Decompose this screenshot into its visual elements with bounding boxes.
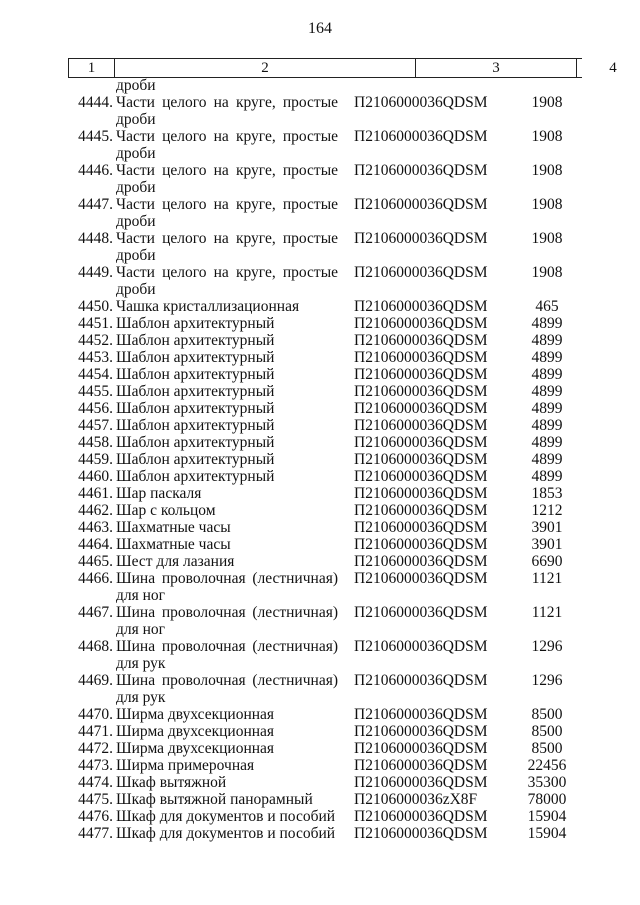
row-price: 1908 [531, 94, 563, 111]
row-code: П21060000З6zX8F [354, 791, 478, 808]
row-number: 4453. [78, 349, 113, 366]
row-price: 3901 [531, 536, 563, 553]
column-header-2: 2 [114, 59, 415, 77]
row-price: 3901 [531, 519, 563, 536]
row-name: Части целого на круге, простые [116, 230, 338, 247]
table-row [0, 94, 640, 128]
row-code: П2106000036QDSM [354, 468, 488, 485]
row-code: П2106000036QDSM [354, 332, 488, 349]
row-price: 78000 [527, 791, 567, 808]
row-code: П2106000036QDSM [354, 570, 488, 587]
table-row [0, 434, 640, 451]
row-price: 1908 [531, 128, 563, 145]
row-name: Шаблон архитектурный [116, 400, 275, 417]
table-row [0, 468, 640, 485]
row-price: 8500 [531, 740, 563, 757]
row-name: Шина проволочная (лестничная) [116, 604, 338, 621]
table-row [0, 502, 640, 519]
row-number: 4470. [78, 706, 113, 723]
table-row [0, 128, 640, 162]
table-row [0, 264, 640, 298]
row-code: П2106000036QDSM [354, 485, 488, 502]
row-code: П2106000036QDSM [354, 298, 488, 315]
row-number: 4463. [78, 519, 113, 536]
row-number: 4455. [78, 383, 113, 400]
row-code: П2106000036QDSM [354, 196, 488, 213]
row-price: 4899 [531, 315, 563, 332]
row-number: 4451. [78, 315, 113, 332]
row-code: П2106000036QDSM [354, 400, 488, 417]
table-row [0, 366, 640, 383]
column-header-3: 3 [415, 59, 576, 77]
row-price: 4899 [531, 400, 563, 417]
row-number: 4449. [78, 264, 113, 281]
row-name: Шахматные часы [116, 519, 231, 536]
row-price: 1853 [531, 485, 563, 502]
row-name: Шар паскаля [116, 485, 202, 502]
table-row [0, 791, 640, 808]
row-name: Шаблон архитектурный [116, 417, 275, 434]
row-code: П2106000036QDSM [354, 349, 488, 366]
row-name: Шкаф для документов и пособий [116, 808, 336, 825]
row-code: П2106000036QDSM [354, 672, 488, 689]
row-code: П2106000036QDSM [354, 553, 488, 570]
page-number: 164 [308, 20, 332, 37]
row-code: П2106000036QDSM [354, 519, 488, 536]
row-number: 4456. [78, 400, 113, 417]
table-body [0, 77, 640, 842]
row-number: 4446. [78, 162, 113, 179]
row-name: Шар с кольцом [116, 502, 216, 519]
row-price: 6690 [531, 553, 563, 570]
row-code: П2106000036QDSM [354, 825, 488, 842]
row-name: Чашка кристаллизационная [116, 298, 300, 315]
row-number: 4462. [78, 502, 113, 519]
table-row [0, 519, 640, 536]
row-price: 4899 [531, 451, 563, 468]
row-number: 4476. [78, 808, 113, 825]
row-name-continuation: дроби [116, 179, 156, 196]
row-number: 4471. [78, 723, 113, 740]
table-row [0, 451, 640, 468]
row-price: 1121 [531, 570, 563, 587]
row-price: 4899 [531, 383, 563, 400]
table-row [0, 417, 640, 434]
row-price: 1908 [531, 230, 563, 247]
column-header-1: 1 [68, 59, 114, 77]
table-row [0, 536, 640, 553]
row-name: Шаблон архитектурный [116, 349, 275, 366]
row-code: П2106000036QDSM [354, 502, 488, 519]
row-number: 4458. [78, 434, 113, 451]
row-name: Шаблон архитектурный [116, 383, 275, 400]
table-row [0, 315, 640, 332]
table-row [0, 400, 640, 417]
row-name: Ширма двухсекционная [116, 706, 275, 723]
table-row [0, 757, 640, 774]
row-price: 4899 [531, 468, 563, 485]
row-name: Ширма примерочная [116, 757, 255, 774]
row-price: 1908 [531, 162, 563, 179]
table-row [0, 332, 640, 349]
row-name: Шкаф для документов и пособий [116, 825, 336, 842]
row-number: 4469. [78, 672, 113, 689]
row-price: 1296 [531, 638, 563, 655]
row-name: Шаблон архитектурный [116, 451, 275, 468]
row-number: 4447. [78, 196, 113, 213]
row-name-continuation: дроби [116, 281, 156, 298]
row-number: 4472. [78, 740, 113, 757]
row-code: П2106000036QDSM [354, 536, 488, 553]
row-name: Шаблон архитектурный [116, 332, 275, 349]
row-number: 4475. [78, 791, 113, 808]
row-name: Шест для лазания [116, 553, 235, 570]
row-code: П2106000036QDSM [354, 604, 488, 621]
row-code: П2106000036QDSM [354, 315, 488, 332]
row-code: П2106000036QDSM [354, 162, 488, 179]
row-code: П2106000036QDSM [354, 638, 488, 655]
row-name-continuation: дроби [116, 213, 156, 230]
row-code: П2106000036QDSM [354, 774, 488, 791]
row-code: П2106000036QDSM [354, 434, 488, 451]
table-row [0, 162, 640, 196]
row-price: 15904 [527, 825, 567, 842]
table-row [0, 604, 640, 638]
row-code: П2106000036QDSM [354, 94, 488, 111]
row-code: П2106000036QDSM [354, 740, 488, 757]
row-number: 4445. [78, 128, 113, 145]
row-number: 4459. [78, 451, 113, 468]
row-price: 1908 [531, 264, 563, 281]
row-name-continuation: дроби [116, 111, 156, 128]
table-row [0, 553, 640, 570]
table-row [0, 774, 640, 791]
row-number: 4465. [78, 553, 113, 570]
table-row [0, 349, 640, 366]
row-price: 4899 [531, 434, 563, 451]
row-number: 4450. [78, 298, 113, 315]
continuation-text: дроби [116, 77, 156, 94]
table-row [0, 383, 640, 400]
row-number: 4477. [78, 825, 113, 842]
row-price: 22456 [527, 757, 567, 774]
row-name: Шина проволочная (лестничная) [116, 638, 338, 655]
row-name: Части целого на круге, простые [116, 94, 338, 111]
row-code: П2106000036QDSM [354, 757, 488, 774]
row-code: П2106000036QDSM [354, 366, 488, 383]
table-header [68, 58, 617, 78]
table-row [0, 706, 640, 723]
table-row [0, 723, 640, 740]
row-price: 15904 [527, 808, 567, 825]
row-number: 4468. [78, 638, 113, 655]
row-code: П2106000036QDSM [354, 451, 488, 468]
row-number: 4460. [78, 468, 113, 485]
row-number: 4473. [78, 757, 113, 774]
row-price: 1296 [531, 672, 563, 689]
row-name: Шкаф вытяжной панорамный [116, 791, 313, 808]
row-name: Шахматные часы [116, 536, 231, 553]
row-name: Шина проволочная (лестничная) [116, 570, 338, 587]
row-name: Шаблон архитектурный [116, 434, 275, 451]
row-number: 4461. [78, 485, 113, 502]
row-name: Ширма двухсекционная [116, 723, 275, 740]
row-price: 1121 [531, 604, 563, 621]
row-name: Шаблон архитектурный [116, 366, 275, 383]
row-price: 4899 [531, 332, 563, 349]
row-name-continuation: дроби [116, 145, 156, 162]
table-row [0, 570, 640, 604]
row-number: 4457. [78, 417, 113, 434]
row-code: П2106000036QDSM [354, 723, 488, 740]
row-price: 4899 [531, 417, 563, 434]
row-code: П2106000036QDSM [354, 264, 488, 281]
row-price: 4899 [531, 366, 563, 383]
row-code: П2106000036QDSM [354, 128, 488, 145]
table-row [0, 672, 640, 706]
row-code: П2106000036QDSM [354, 383, 488, 400]
row-name: Шина проволочная (лестничная) [116, 672, 338, 689]
row-name-continuation: для рук [116, 689, 166, 706]
row-number: 4448. [78, 230, 113, 247]
column-header-4: 4 [576, 59, 640, 77]
row-price: 8500 [531, 706, 563, 723]
row-code: П2106000036QDSM [354, 417, 488, 434]
table-row [0, 740, 640, 757]
row-number: 4464. [78, 536, 113, 553]
row-name: Шаблон архитектурный [116, 315, 275, 332]
row-name: Шаблон архитектурный [116, 468, 275, 485]
row-name: Части целого на круге, простые [116, 264, 338, 281]
row-price: 1212 [531, 502, 563, 519]
row-price: 4899 [531, 349, 563, 366]
row-number: 4454. [78, 366, 113, 383]
row-name-continuation: для ног [116, 621, 166, 638]
row-number: 4444. [78, 94, 113, 111]
table-row [0, 196, 640, 230]
row-name: Части целого на круге, простые [116, 162, 338, 179]
table-row [0, 230, 640, 264]
row-code: П2106000036QDSM [354, 706, 488, 723]
row-name-continuation: для рук [116, 655, 166, 672]
row-price: 8500 [531, 723, 563, 740]
row-name: Части целого на круге, простые [116, 128, 338, 145]
table-row [0, 638, 640, 672]
table-row [0, 485, 640, 502]
row-name: Шкаф вытяжной [116, 774, 227, 791]
table-row [0, 808, 640, 825]
row-number: 4467. [78, 604, 113, 621]
row-number: 4474. [78, 774, 113, 791]
table-row [0, 298, 640, 315]
row-price: 35300 [527, 774, 567, 791]
row-name: Части целого на круге, простые [116, 196, 338, 213]
table-row [0, 825, 640, 842]
row-code: П2106000036QDSM [354, 808, 488, 825]
row-price: 465 [535, 298, 559, 315]
row-price: 1908 [531, 196, 563, 213]
row-name-continuation: для ног [116, 587, 166, 604]
row-number: 4466. [78, 570, 113, 587]
row-number: 4452. [78, 332, 113, 349]
row-code: П2106000036QDSM [354, 230, 488, 247]
row-name-continuation: дроби [116, 247, 156, 264]
row-name: Ширма двухсекционная [116, 740, 275, 757]
